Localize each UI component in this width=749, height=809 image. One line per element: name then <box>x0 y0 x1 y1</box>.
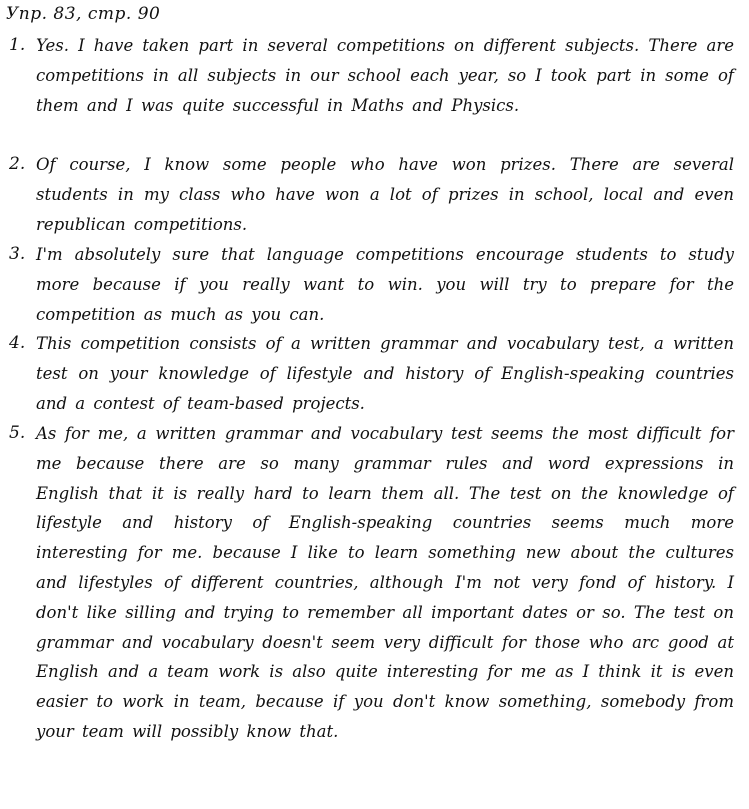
answer-item-4 <box>0 329 749 418</box>
answer-number: 1. <box>9 35 26 55</box>
answer-text: This competition consists of a written grammar and vocabulary test, a written test on your knowledge of lifestyle and history of English-speaking countries and a contest of team-based projects. <box>36 334 734 413</box>
answer-text: Yes. I have taken part in several competitions on different subjects. There are competitions in all subjects in our school each year, so I took part in some of them and I was quite successful in Maths and Physics. <box>36 36 734 115</box>
exercise-heading: Упр. 83, стр. 90 <box>6 4 161 24</box>
answer-item-5 <box>0 419 749 747</box>
answer-number: 2. <box>9 154 26 174</box>
answer-text: I'm absolutely sure that language competitions encourage students to study more because if you really want to win. you will try to prepare for the competition as much as you can. <box>36 245 734 324</box>
answer-number: 3. <box>9 244 26 264</box>
answer-item-1 <box>0 31 749 120</box>
answer-item-2 <box>0 150 749 239</box>
answer-item-3 <box>0 240 749 329</box>
answer-number: 4. <box>9 333 26 353</box>
answer-text: As for me, a written grammar and vocabulary test seems the most difficult for me because there are so many grammar rules and word expressions in English that it is really hard to learn them all. The test on the knowledge of lifestyle and history of English-speaking countries seems much more interesting for me. because I like to learn something new about the cultures and lifestyles of different countries, although I'm not very fond of history. I don't like silling and trying to remember all important dates or so. The test on grammar and vocabulary doesn't seem very difficult for those who arc good at English and a team work is also quite interesting for me as I think it is even easier to work in team, because if you don't know something, somebody from your team will possibly know that. <box>36 424 734 741</box>
answer-number: 5. <box>9 423 26 443</box>
answer-text: Of course, I know some people who have won prizes. There are several students in my class who have won a lot of prizes in school, local and even republican competitions. <box>36 155 734 234</box>
